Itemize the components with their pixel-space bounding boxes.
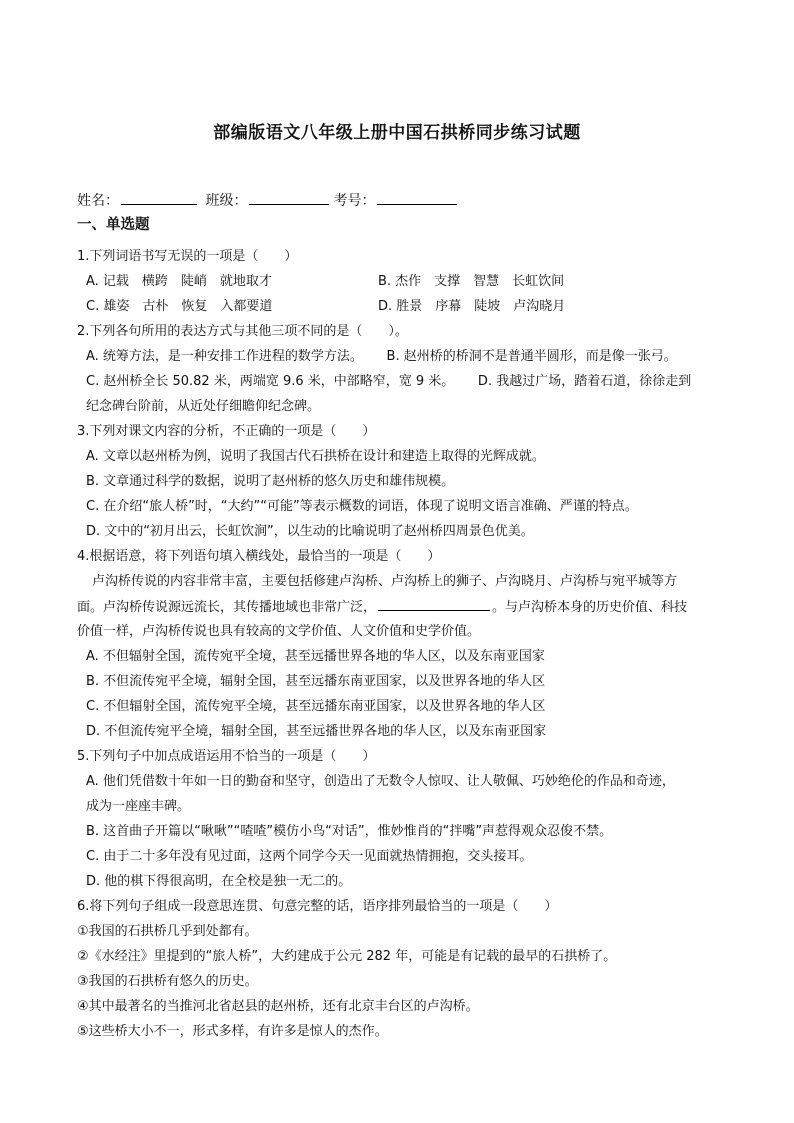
question-1-option-d: D. 胜景 序幕 陡坡 卢沟晓月: [378, 299, 566, 314]
question-4-passage-line-2: [77, 598, 687, 617]
question-4-option-d: D. 不但流传宛平全境，辐射全国，甚至远播世界各地的华人区，以及东南亚国家: [86, 724, 547, 739]
question-6-sentence-1: ①我国的石拱桥几乎到处都有。: [77, 924, 258, 939]
question-1-option-b: B. 杰作 支撑 智慧 长虹饮间: [378, 274, 565, 289]
question-4-passage-line-3: 价值一样，卢沟桥传说也具有较高的文学价值、人文价值和史学价值。: [77, 624, 481, 639]
exam-number-label: 考号：: [333, 193, 376, 209]
question-5-option-a: A. 他们凭借数十年如一日的勤奋和坚守，创造出了无数令人惊叹、让人敬佩、巧妙绝伦的作品和奇迹，: [86, 774, 675, 789]
question-4-passage-line-1: 卢沟桥传说的内容非常丰富，主要包括修建卢沟桥、卢沟桥上的狮子、卢沟晓月、卢沟桥与宛平城等方: [92, 574, 678, 589]
section-heading: 一、单选题: [77, 217, 150, 233]
question-5-stem: 5.下列句子中加点成语运用不恰当的一项是（ ）: [77, 749, 376, 764]
question-2-stem: 2.下列各句所用的表达方式与其他三项不同的是（ ）。: [77, 324, 408, 339]
class-blank[interactable]: [249, 192, 329, 205]
question-3-stem: 3.下列对课文内容的分析，不正确的一项是（ ）: [77, 424, 376, 439]
passage-text: 。与卢沟桥本身的历史价值、科技: [492, 600, 688, 615]
question-2-options-cd: C. 赵州桥全长 50.82 米，两端宽 9.6 米，中部略窄，宽 9 米。 D. 我越过广场，踏着石道，徐徐走到: [86, 374, 692, 389]
question-1-stem: 1.下列词语书写无误的一项是（ ）: [77, 249, 298, 264]
class-label: 班级：: [205, 193, 248, 209]
question-4-stem: 4.根据语意，将下列语句填入横线处，最恰当的一项是（ ）: [77, 549, 441, 564]
page-title: 部编版语文八年级上册中国石拱桥同步练习试题: [213, 123, 581, 143]
question-4-option-a: A. 不但辐射全国，流传宛平全境，甚至远播世界各地的华人区，以及东南亚国家: [86, 649, 545, 664]
question-6-sentence-3: ③我国的石拱桥有悠久的历史。: [77, 974, 258, 989]
student-info-row: [77, 190, 461, 210]
name-label: 姓名：: [77, 193, 119, 209]
question-3-option-a: A. 文章以赵州桥为例，说明了我国古代石拱桥在设计和建造上取得的光辉成就。: [86, 449, 545, 464]
question-6-sentence-2: ②《水经注》里提到的“旅人桥”，大约建成于公元 282 年，可能是有记载的最早的石拱桥了。: [77, 949, 617, 964]
question-3-option-d: D. 文中的“初月出云，长虹饮涧”，以生动的比喻说明了赵州桥四周景色优美。: [86, 524, 534, 539]
question-5-option-a-cont: 成为一座座丰碑。: [86, 799, 191, 814]
question-3-option-b: B. 文章通过科学的数据，说明了赵州桥的悠久历史和雄伟规模。: [86, 474, 455, 489]
question-4-option-b: B. 不但流传宛平全境，辐射全国，甚至远播东南亚国家，以及世界各地的华人区: [86, 674, 546, 689]
passage-text: 面。卢沟桥传说源远流长，其传播地域也非常广泛，: [77, 600, 377, 615]
question-2-options-ab: A. 统筹方法，是一种安排工作进程的数学方法。 B. 赵州桥的桥洞不是普通半圆形，而是像一张弓。: [86, 349, 677, 364]
question-6-stem: 6.将下列句子组成一段意思连贯、句意完整的话，语序排列最恰当的一项是（ ）: [77, 899, 558, 914]
question-4-option-c: C. 不但辐射全国，流传宛平全境，甚至远播东南亚国家，以及世界各地的华人区: [86, 699, 546, 714]
question-5-option-d: D. 他的棋下得很高明，在全校是独一无二的。: [86, 874, 352, 889]
fill-blank[interactable]: [378, 598, 490, 611]
question-3-option-c: C. 在介绍“旅人桥”时，“大约”“可能”等表示概数的词语，体现了说明文语言准确、严谨的特点。: [86, 499, 638, 514]
question-6-sentence-5: ⑤这些桥大小不一，形式多样，有许多是惊人的杰作。: [77, 1024, 388, 1039]
question-1-option-c: C. 雄姿 古朴 恢复 入都要道: [86, 299, 273, 314]
question-2-option-d-cont: 纪念碑台阶前，从近处仔细瞻仰纪念碑。: [86, 399, 321, 414]
question-5-option-c: C. 由于二十多年没有见过面，这两个同学今天一见面就热情拥抱，交头接耳。: [86, 849, 533, 864]
question-5-option-b: B. 这首曲子开篇以“啾啾”“喳喳”模仿小鸟“对话”，惟妙惟肖的“拌嘴”声惹得观众忍俊不禁。: [86, 824, 613, 839]
exam-number-blank[interactable]: [377, 192, 457, 205]
question-6-sentence-4: ④其中最著名的当推河北省赵县的赵州桥，还有北京丰台区的卢沟桥。: [77, 999, 479, 1014]
question-1-option-a: A. 记载 横跨 陡峭 就地取才: [86, 274, 272, 289]
name-blank[interactable]: [121, 192, 197, 205]
